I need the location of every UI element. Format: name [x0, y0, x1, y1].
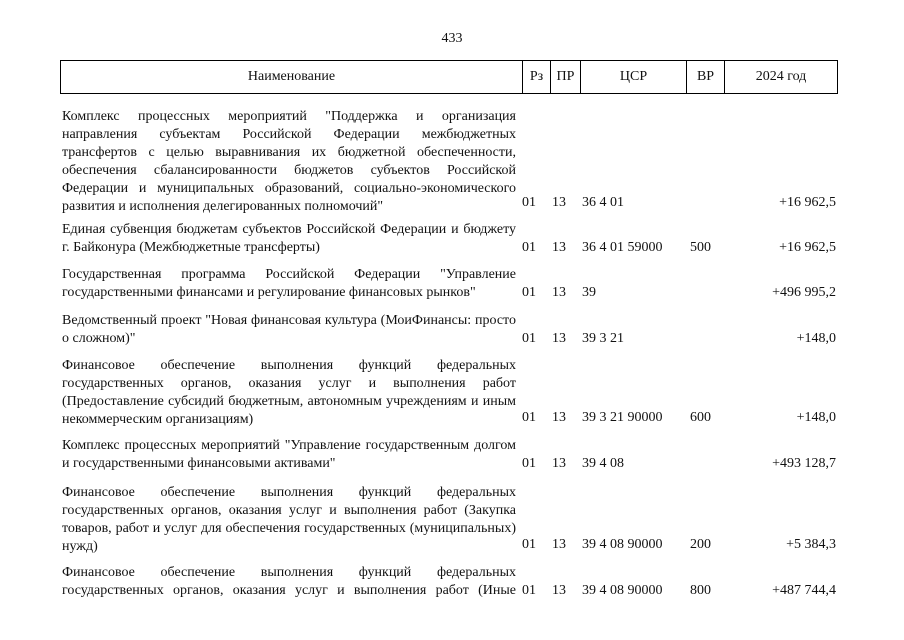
row-sum: +16 962,5 [779, 240, 836, 255]
header-year: 2024 год [755, 69, 807, 84]
row-name: Комплекс процессных мероприятий "Поддержка и организация направления субъектам Российской Федерации межбюджетных трансфертов с целью выравнивания их бюджетной обеспеченности, обеспечения сбалансированности бюджетов субъектов Российской Федерации и муниципальных образований, социально-экономического развития и исполнения делегированных полномочий" [62, 109, 516, 214]
row-csr: 39 4 08 [582, 456, 624, 471]
row-pr: 13 [552, 410, 566, 425]
row-rz: 01 [522, 537, 536, 552]
row-pr: 13 [552, 331, 566, 346]
row-sum: +487 744,4 [772, 583, 836, 598]
row-pr: 13 [552, 285, 566, 300]
page-number: 433 [441, 31, 463, 46]
row-rz: 01 [522, 240, 536, 255]
row-name: Единая субвенция бюджетам субъектов Российской Федерации и бюджету г. Байконура (Межбюджетные трансферты) [62, 222, 516, 255]
row-pr: 13 [552, 456, 566, 471]
row-name: Финансовое обеспечение выполнения функций федеральных государственных органов, оказания услуг и выполнения работ (Иные [62, 565, 516, 598]
row-vr: 500 [690, 240, 711, 255]
row-csr: 39 3 21 90000 [582, 410, 663, 425]
header-rz: Рз [523, 61, 551, 93]
header-csr: ЦСР [581, 61, 687, 93]
header-pr: ПР [551, 61, 581, 93]
row-pr: 13 [552, 583, 566, 598]
row-name: Государственная программа Российской Федерации "Управление государственными финансами и регулирование финансовых рынков" [62, 267, 516, 300]
row-sum: +148,0 [796, 331, 836, 346]
row-name: Комплекс процессных мероприятий "Управление государственным долгом и государственными финансовыми активами" [62, 438, 516, 471]
row-sum: +16 962,5 [779, 195, 836, 210]
row-vr: 200 [690, 537, 711, 552]
table-header [60, 60, 838, 94]
row-rz: 01 [522, 331, 536, 346]
row-sum: +148,0 [796, 410, 836, 425]
row-name: Финансовое обеспечение выполнения функций федеральных государственных органов, оказания услуг и выполнения работ (Закупка товаров, работ и услуг для обеспечения государственных (муниципальных) нужд) [62, 485, 516, 554]
header-vr: ВР [687, 61, 725, 93]
row-vr: 600 [690, 410, 711, 425]
row-csr: 39 4 08 90000 [582, 537, 663, 552]
row-csr: 39 4 08 90000 [582, 583, 663, 598]
row-csr: 36 4 01 [582, 195, 624, 210]
row-rz: 01 [522, 456, 536, 471]
row-rz: 01 [522, 410, 536, 425]
header-name: Наименование [61, 61, 523, 93]
row-csr: 39 3 21 [582, 331, 624, 346]
row-rz: 01 [522, 195, 536, 210]
row-sum: +493 128,7 [772, 456, 836, 471]
row-pr: 13 [552, 195, 566, 210]
row-rz: 01 [522, 583, 536, 598]
row-sum: +5 384,3 [786, 537, 836, 552]
row-vr: 800 [690, 583, 711, 598]
row-csr: 36 4 01 59000 [582, 240, 663, 255]
row-sum: +496 995,2 [772, 285, 836, 300]
row-name: Финансовое обеспечение выполнения функций федеральных государственных органов, оказания услуг и выполнения работ (Предоставление субсидий бюджетным, автономным учреждениям и иным некоммерческим организациям) [62, 358, 516, 427]
row-pr: 13 [552, 537, 566, 552]
row-pr: 13 [552, 240, 566, 255]
row-rz: 01 [522, 285, 536, 300]
row-csr: 39 [582, 285, 596, 300]
row-name: Ведомственный проект "Новая финансовая культура (МоиФинансы: просто о сложном)" [62, 313, 516, 346]
